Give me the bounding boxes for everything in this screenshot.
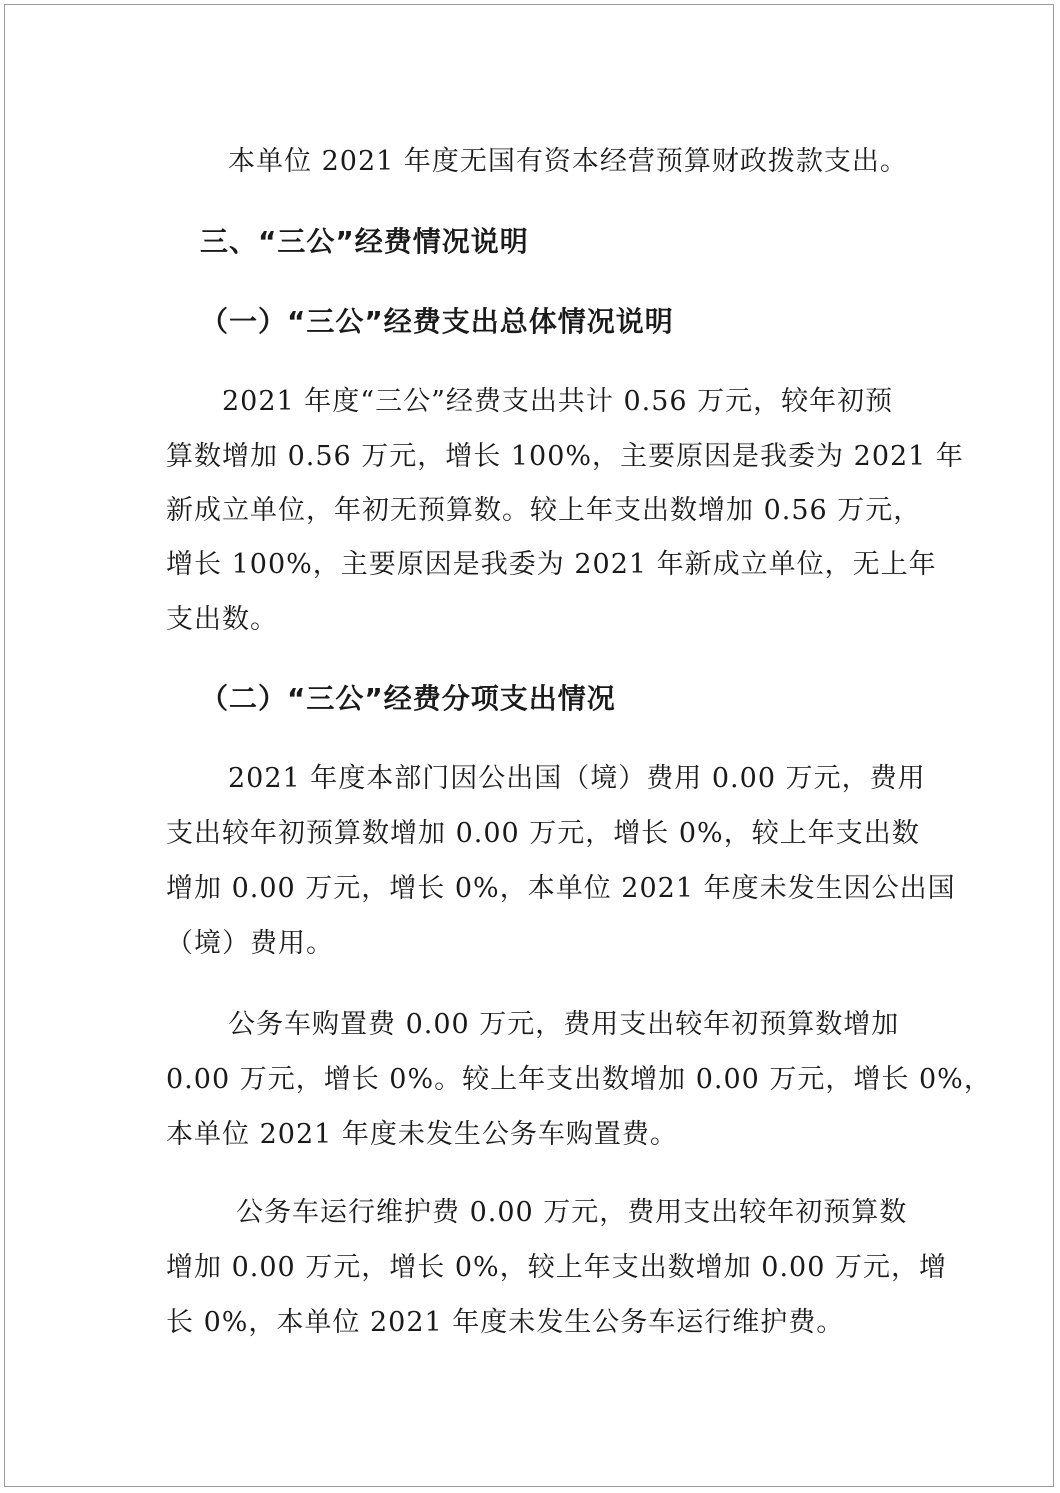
paragraph-line: 增加 0.00 万元，增长 0%，本单位 2021 年度未发生因公出国 — [166, 873, 956, 904]
paragraph-line: 公务车购置费 0.00 万元，费用支出较年初预算数增加 — [228, 1009, 900, 1040]
paragraph-line: 2021 年度“三公”经费支出共计 0.56 万元，较年初预 — [222, 386, 894, 417]
paragraph-line: 2021 年度本部门因公出国（境）费用 0.00 万元，费用 — [228, 763, 926, 794]
paragraph-line: （境）费用。 — [166, 928, 334, 959]
paragraph-line: 算数增加 0.56 万元，增长 100%，主要原因是我委为 2021 年 — [166, 441, 964, 472]
paragraph-line: 增加 0.00 万元，增长 0%，较上年支出数增加 0.00 万元，增 — [166, 1252, 947, 1283]
subsection-heading-overall: （一）“三公”经费支出总体情况说明 — [200, 305, 674, 338]
subsection-heading-itemized: （二）“三公”经费分项支出情况 — [200, 682, 616, 715]
paragraph-line: 支出较年初预算数增加 0.00 万元，增长 0%，较上年支出数 — [166, 818, 920, 849]
paragraph-line: 本单位 2021 年度未发生公务车购置费。 — [166, 1119, 678, 1150]
paragraph-line: 公务车运行维护费 0.00 万元，费用支出较年初预算数 — [236, 1197, 908, 1228]
paragraph-line: 新成立单位，年初无预算数。较上年支出数增加 0.56 万元， — [166, 495, 922, 526]
paragraph-line: 支出数。 — [166, 604, 278, 635]
section-heading-three-public: 三、“三公”经费情况说明 — [200, 225, 529, 258]
intro-paragraph: 本单位 2021 年度无国有资本经营预算财政拨款支出。 — [228, 146, 908, 177]
paragraph-line: 增长 100%，主要原因是我委为 2021 年新成立单位，无上年 — [166, 549, 937, 580]
paragraph-line: 0.00 万元，增长 0%。较上年支出数增加 0.00 万元，增长 0%， — [166, 1064, 992, 1095]
paragraph-line: 长 0%，本单位 2021 年度未发生公务车运行维护费。 — [166, 1307, 845, 1338]
